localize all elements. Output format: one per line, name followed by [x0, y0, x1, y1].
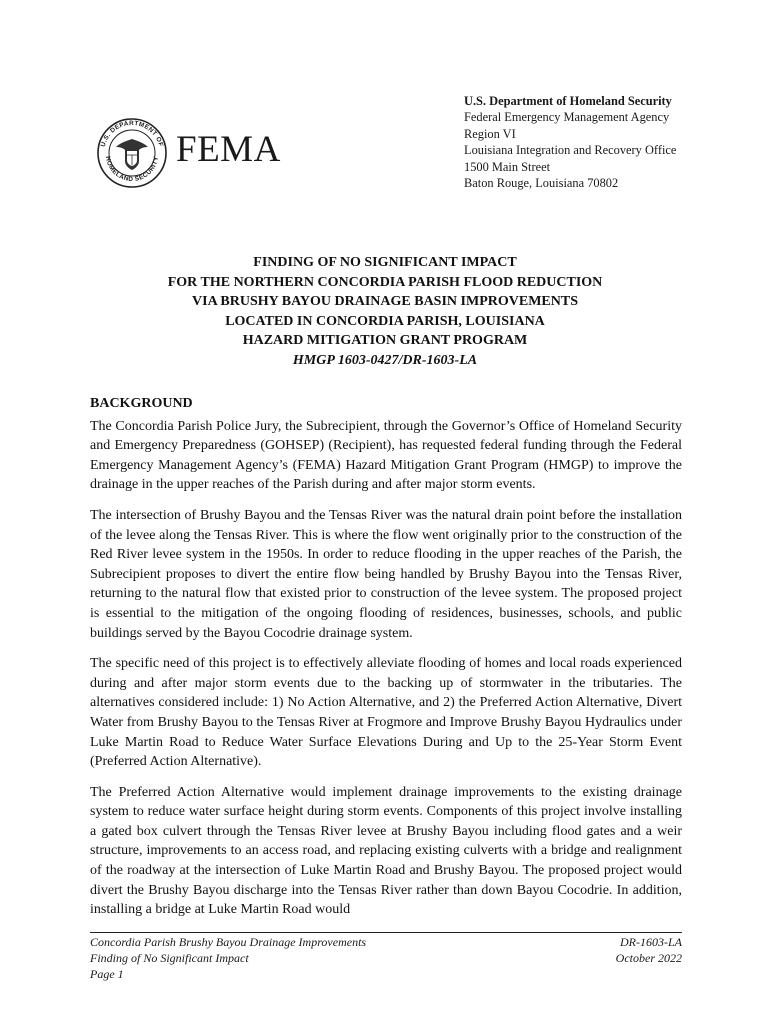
- page-footer: [90, 932, 682, 982]
- title-line: HAZARD MITIGATION GRANT PROGRAM: [242, 333, 528, 349]
- body-paragraph: The specific need of this project is to effectively alleviate flooding of homes and local roads experienced during and after major storm events due to the backing up of stormwater in the tributaries. The alternatives considered include: 1) No Action Alternative, and 2) the Preferred Action Alternative, Divert Water from Brushy Bayou to the Tensas River at Frogmore and Improve Brushy Bayou Hydraulics under Luke Martin Road to Reduce Water Surface Elevations During and Up to the 25-Year Storm Event (Preferred Action Alternative).: [90, 656, 682, 770]
- agency-address-block: [464, 93, 704, 191]
- agency-street: 1500 Main Street: [464, 159, 551, 174]
- footer-project-name: Concordia Parish Brushy Bayou Drainage Improvements: [90, 935, 367, 949]
- title-line: FOR THE NORTHERN CONCORDIA PARISH FLOOD REDUCTION: [167, 274, 603, 290]
- footer-disaster-number: DR-1603-LA: [620, 935, 682, 949]
- footer-row: [90, 950, 682, 966]
- agency-department: U.S. Department of Homeland Security: [464, 94, 672, 108]
- seal-text-top: U.S. DEPARTMENT OF: [99, 119, 165, 148]
- agency-name: Federal Emergency Management Agency: [464, 110, 670, 125]
- body-paragraph: The Concordia Parish Police Jury, the Subrecipient, through the Governor’s Office of Homeland Security and Emergency Preparedness (GOHSEP) (Recipient), has requested federal funding through the Federal Emergency Management Agency’s (FEMA) Hazard Mitigation Grant Program (HMGP) to improve the drainage in the upper reaches of the Parish during and after major storm events.: [90, 418, 682, 493]
- title-line: VIA BRUSHY BAYOU DRAINAGE BASIN IMPROVEMENTS: [192, 294, 578, 310]
- section-heading: BACKGROUND: [90, 396, 193, 411]
- fema-logo-text: FEMA: [176, 129, 281, 170]
- dhs-seal-icon: [96, 117, 168, 189]
- document-body: [90, 394, 682, 931]
- agency-region: Region VI: [464, 126, 516, 141]
- seal-text-bottom: HOMELAND SECURITY: [103, 155, 161, 184]
- body-paragraph: The intersection of Brushy Bayou and the Tensas River was the natural drain point before the installation of the levee along the Tensas River. This is where the flow went originally prior to the construction of the Red River levee system in the 1950s. In order to reduce flooding in the upper reaches of the Parish, the Subrecipient proposes to divert the entire flow being handled by Brushy Bayou into the Tensas River, returning to the natural flow that existed prior to construction of the levee system. The proposed project is essential to the mitigation of the ongoing flooding of residences, businesses, schools, and public buildings served by the Bayou Cocodrie drainage system.: [90, 507, 682, 641]
- footer-page-number: Page 1: [90, 967, 124, 981]
- footer-document-type: Finding of No Significant Impact: [90, 951, 249, 965]
- footer-row: [90, 934, 682, 950]
- footer-row: [90, 966, 682, 982]
- agency-city: Baton Rouge, Louisiana 70802: [464, 176, 619, 191]
- title-line: FINDING OF NO SIGNIFICANT IMPACT: [253, 255, 517, 270]
- title-line: LOCATED IN CONCORDIA PARISH, LOUISIANA: [225, 313, 545, 329]
- grant-id: HMGP 1603-0427/DR-1603-LA: [292, 352, 478, 368]
- body-paragraph: The Preferred Action Alternative would implement drainage improvements to the existing drainage system to reduce water surface height during storm events. Components of this project involve installing a gated box culvert through the Tensas River levee at Brushy Bayou including flood gates and a weir structure, improvements to an access road, and replacing existing culverts with a bridge and realignment of the roadway at the intersection of Luke Martin Road and Brushy Bayou. The proposed project would divert the Brushy Bayou discharge into the Tensas River rather than down Bayou Cocodrie. In addition, installing a bridge at Luke Martin Road would: [90, 784, 682, 918]
- document-title: [90, 253, 680, 371]
- footer-date: October 2022: [615, 951, 682, 965]
- agency-office: Louisiana Integration and Recovery Office: [464, 143, 677, 158]
